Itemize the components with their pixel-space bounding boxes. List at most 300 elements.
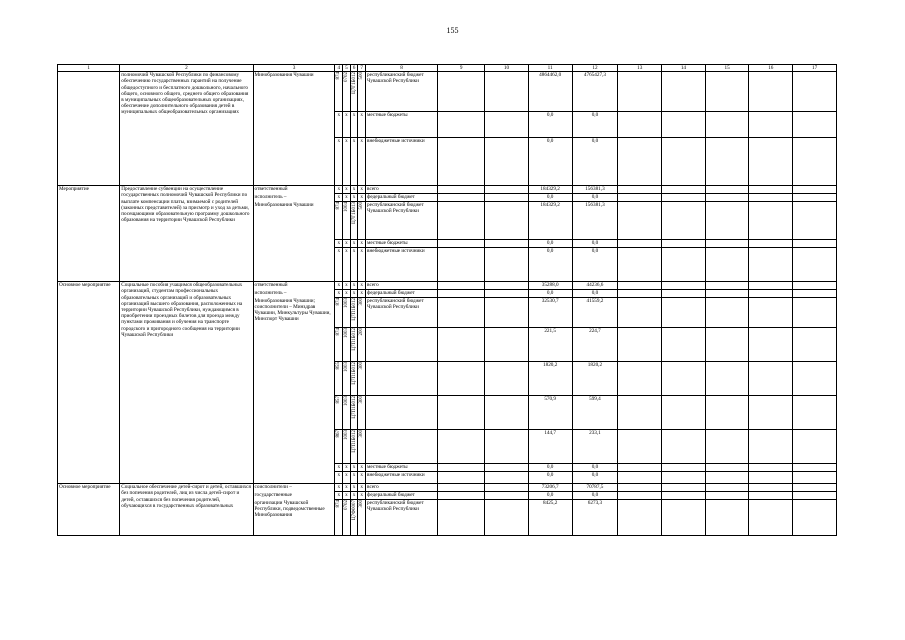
column-number-row: [58, 65, 837, 72]
empty-cell: [618, 464, 662, 472]
column-number: 10: [485, 65, 529, 72]
executor-cell: государственные: [253, 492, 335, 500]
budget-code-text: 874: [336, 202, 342, 210]
empty-cell: [438, 194, 485, 202]
empty-cell: [485, 194, 529, 202]
empty-cell: [705, 492, 749, 500]
budget-code-cell: x: [358, 138, 366, 186]
empty-cell: [485, 430, 529, 464]
event-type-cell: Основное мероприятие: [58, 282, 120, 484]
empty-cell: [618, 396, 662, 430]
empty-cell: [793, 138, 837, 186]
budget-code-cell: [358, 362, 366, 396]
funding-source-cell: внебюджетные источники: [366, 472, 438, 484]
executor-cell: Минобразования Чувашии: [253, 72, 335, 112]
budget-code-cell: x: [335, 282, 343, 290]
budget-code-cell: [350, 396, 358, 430]
empty-cell: [662, 472, 706, 484]
empty-cell: [662, 500, 706, 536]
empty-cell: [618, 248, 662, 282]
empty-cell: [793, 362, 837, 396]
empty-cell: [662, 430, 706, 464]
value-cell: 570,9: [528, 396, 572, 430]
empty-cell: [705, 72, 749, 112]
empty-cell: [438, 396, 485, 430]
empty-cell: [705, 290, 749, 298]
empty-cell: [705, 112, 749, 138]
empty-cell: [662, 464, 706, 472]
empty-cell: [749, 472, 793, 484]
budget-code-text: Ц7Г1Б012: [351, 72, 357, 95]
empty-cell: [749, 492, 793, 500]
empty-cell: [662, 396, 706, 430]
budget-code-cell: [343, 500, 351, 536]
funding-source-cell: местные бюджеты: [366, 240, 438, 248]
empty-cell: [438, 492, 485, 500]
event-name-cell: Социальное обеспечение детей-сирот и детей, оставшихся без попечения родителей, лиц из числа детей-сирот и детей, оставшихся без попечения родителей, обучающихся в государственных образовательных: [120, 484, 253, 536]
budget-code-text: 0702: [344, 72, 350, 83]
value-cell: 0,0: [572, 464, 618, 472]
empty-cell: [618, 492, 662, 500]
empty-cell: [438, 298, 485, 328]
empty-cell: [485, 472, 529, 484]
value-cell: 0,0: [572, 472, 618, 484]
value-cell: 599,4: [572, 396, 618, 430]
value-cell: 73206,7: [528, 484, 572, 492]
empty-cell: [485, 112, 529, 138]
budget-code-text: 874: [336, 328, 342, 336]
table-row: [58, 484, 837, 492]
budget-code-cell: [343, 430, 351, 464]
funding-source-cell: всего: [366, 484, 438, 492]
budget-code-cell: x: [343, 282, 351, 290]
empty-cell: [662, 484, 706, 492]
budget-code-cell: x: [350, 248, 358, 282]
empty-cell: [485, 396, 529, 430]
table-row: [58, 186, 837, 194]
budget-code-cell: [335, 202, 343, 240]
budget-code-cell: [350, 362, 358, 396]
empty-cell: [485, 248, 529, 282]
empty-cell: [749, 138, 793, 186]
budget-code-cell: [350, 328, 358, 362]
empty-cell: [618, 472, 662, 484]
budget-code-text: 1003: [344, 430, 350, 441]
budget-code-cell: x: [350, 282, 358, 290]
funding-source-cell: всего: [366, 186, 438, 194]
empty-cell: [749, 328, 793, 362]
value-cell: 224,7: [572, 328, 618, 362]
budget-code-cell: x: [350, 290, 358, 298]
budget-code-cell: x: [335, 112, 343, 138]
empty-cell: [618, 430, 662, 464]
budget-code-cell: x: [358, 472, 366, 484]
executor-cell: [253, 430, 335, 464]
empty-cell: [749, 240, 793, 248]
executor-cell: исполнитель –: [253, 290, 335, 298]
empty-cell: [793, 492, 837, 500]
empty-cell: [618, 202, 662, 240]
column-number: 7: [358, 65, 366, 72]
empty-cell: [438, 248, 485, 282]
empty-cell: [438, 430, 485, 464]
column-number: 13: [618, 65, 662, 72]
column-number: 12: [572, 65, 618, 72]
budget-code-cell: [335, 500, 343, 536]
value-cell: 0,0: [528, 290, 572, 298]
budget-code-cell: [335, 72, 343, 112]
empty-cell: [618, 112, 662, 138]
executor-cell: исполнитель –: [253, 194, 335, 202]
funding-source-cell: республиканский бюджет Чувашской Республики: [366, 72, 438, 112]
funding-source-cell: республиканский бюджет Чувашской Республики: [366, 298, 438, 328]
value-cell: 233,1: [572, 430, 618, 464]
empty-cell: [662, 492, 706, 500]
executor-cell: [253, 464, 335, 472]
executor-cell: Минобразования Чувашии: [253, 202, 335, 240]
budget-code-cell: x: [358, 290, 366, 298]
empty-cell: [618, 290, 662, 298]
empty-cell: [485, 362, 529, 396]
budget-code-text: 855: [336, 362, 342, 370]
empty-cell: [618, 72, 662, 112]
value-cell: 0,0: [572, 138, 618, 186]
empty-cell: [793, 464, 837, 472]
budget-code-text: 867: [336, 430, 342, 438]
budget-code-cell: [343, 396, 351, 430]
budget-code-cell: [358, 202, 366, 240]
empty-cell: [618, 138, 662, 186]
empty-cell: [618, 484, 662, 492]
empty-cell: [662, 290, 706, 298]
empty-cell: [705, 484, 749, 492]
empty-cell: [485, 72, 529, 112]
empty-cell: [749, 430, 793, 464]
empty-cell: [749, 202, 793, 240]
empty-cell: [749, 298, 793, 328]
executor-cell: Минобразования Чувашии; соисполнители – Минздрав Чувашии, Минкультуры Чувашии, Минспорт Чувашии: [253, 298, 335, 328]
empty-cell: [793, 396, 837, 430]
event-name-cell: Социальные пособия учащимся общеобразовательных организаций, студентам профессиональных образовательных организаций и образовательных организаций высшего образования, расположенных на территории Чувашской Республики, нуждающимся в приобретении проездных билетов для проезда между пунктами проживания и обучения на транспорте городского и пригородного сообщения на территории Чувашской Республики: [120, 282, 253, 484]
budget-code-text: 300: [359, 396, 365, 404]
executor-cell: [253, 328, 335, 362]
value-cell: 0,0: [528, 138, 572, 186]
empty-cell: [438, 112, 485, 138]
funding-source-cell: всего: [366, 282, 438, 290]
empty-cell: [662, 328, 706, 362]
budget-code-text: Ц7Г1Б013: [351, 202, 357, 225]
value-cell: 144,7: [528, 430, 572, 464]
budget-code-text: 500: [359, 202, 365, 210]
budget-code-cell: x: [343, 464, 351, 472]
value-cell: 156381,3: [572, 202, 618, 240]
budget-code-text: 0702: [344, 500, 350, 511]
value-cell: 0,0: [528, 464, 572, 472]
budget-code-cell: x: [358, 464, 366, 472]
empty-cell: [618, 186, 662, 194]
empty-cell: [705, 248, 749, 282]
budget-code-cell: [350, 202, 358, 240]
budget-code-cell: [350, 430, 358, 464]
budget-code-text: Ц7П1Б012: [351, 298, 357, 321]
value-cell: 70787,5: [572, 484, 618, 492]
event-type-cell: [58, 72, 120, 186]
empty-cell: [485, 328, 529, 362]
value-cell: 35288,0: [528, 282, 572, 290]
event-name-cell: Предоставление субвенции на осуществление государственных полномочий Чувашской Республики по выплате компенсации платы, взимаемой с родителей (законных представителей) за присмотр и уход за детьми, посещающими образовательную программу дошкольного образования на территории Чувашской Республики: [120, 186, 253, 282]
empty-cell: [485, 202, 529, 240]
value-cell: 0,0: [528, 492, 572, 500]
empty-cell: [793, 290, 837, 298]
empty-cell: [705, 328, 749, 362]
empty-cell: [438, 138, 485, 186]
empty-cell: [749, 194, 793, 202]
executor-cell: [253, 138, 335, 186]
budget-code-cell: [358, 430, 366, 464]
empty-cell: [749, 500, 793, 536]
budget-code-cell: x: [343, 248, 351, 282]
empty-cell: [705, 202, 749, 240]
empty-cell: [438, 186, 485, 194]
empty-cell: [749, 72, 793, 112]
executor-cell: [253, 396, 335, 430]
empty-cell: [793, 240, 837, 248]
budget-code-text: 1004: [344, 202, 350, 213]
value-cell: 0,0: [528, 472, 572, 484]
budget-code-cell: x: [335, 492, 343, 500]
empty-cell: [705, 194, 749, 202]
budget-code-text: 857: [336, 396, 342, 404]
budget-code-cell: [358, 72, 366, 112]
empty-cell: [705, 298, 749, 328]
budget-code-text: 874: [336, 298, 342, 306]
empty-cell: [618, 282, 662, 290]
empty-cell: [438, 328, 485, 362]
empty-cell: [618, 194, 662, 202]
empty-cell: [662, 194, 706, 202]
empty-cell: [705, 396, 749, 430]
budget-code-cell: [343, 72, 351, 112]
empty-cell: [485, 464, 529, 472]
empty-cell: [662, 248, 706, 282]
empty-cell: [749, 112, 793, 138]
budget-code-cell: [343, 298, 351, 328]
budget-code-text: 200: [359, 328, 365, 336]
budget-code-cell: x: [343, 194, 351, 202]
funding-source-cell: [366, 396, 438, 430]
empty-cell: [793, 248, 837, 282]
event-name-cell: полномочий Чувашской Республики по финансовому обеспечению государственных гарантий на получение общедоступного и бесплатного дошкольного, начального общего, основного общего, среднего общего образования в муниципальных общеобразовательных организациях, обеспечение дополнительного образования детей в муниципальных общеобразовательных организациях: [120, 72, 253, 186]
table-row: [58, 72, 837, 112]
budget-code-cell: [335, 430, 343, 464]
empty-cell: [438, 500, 485, 536]
funding-source-cell: [366, 430, 438, 464]
empty-cell: [749, 464, 793, 472]
empty-cell: [793, 484, 837, 492]
empty-cell: [662, 362, 706, 396]
empty-cell: [749, 362, 793, 396]
budget-code-cell: [358, 328, 366, 362]
executor-cell: соисполнители –: [253, 484, 335, 492]
budget-code-cell: x: [358, 194, 366, 202]
empty-cell: [705, 138, 749, 186]
budget-code-cell: x: [350, 472, 358, 484]
budget-code-cell: x: [358, 282, 366, 290]
empty-cell: [793, 430, 837, 464]
empty-cell: [438, 484, 485, 492]
budget-code-cell: x: [343, 240, 351, 248]
empty-cell: [438, 72, 485, 112]
empty-cell: [485, 138, 529, 186]
empty-cell: [618, 240, 662, 248]
budget-code-text: 300: [359, 500, 365, 508]
column-number: 1: [58, 65, 120, 72]
budget-code-text: 874: [336, 72, 342, 80]
empty-cell: [662, 138, 706, 186]
empty-cell: [793, 72, 837, 112]
empty-cell: [618, 500, 662, 536]
value-cell: 184329,2: [528, 202, 572, 240]
budget-code-cell: [358, 298, 366, 328]
value-cell: 0,0: [572, 240, 618, 248]
budget-code-cell: x: [335, 248, 343, 282]
budget-code-cell: x: [335, 138, 343, 186]
budget-code-cell: x: [343, 492, 351, 500]
budget-code-text: 1003: [344, 362, 350, 373]
value-cell: 156381,3: [572, 186, 618, 194]
budget-code-cell: [350, 72, 358, 112]
executor-cell: [253, 112, 335, 138]
value-cell: 184329,2: [528, 186, 572, 194]
page-number: 155: [446, 26, 459, 35]
empty-cell: [485, 282, 529, 290]
budget-code-cell: x: [350, 492, 358, 500]
budget-code-cell: [350, 298, 358, 328]
budget-code-cell: x: [358, 484, 366, 492]
value-cell: 44236,6: [572, 282, 618, 290]
value-cell: 1820,2: [572, 362, 618, 396]
executor-cell: [253, 240, 335, 248]
empty-cell: [662, 282, 706, 290]
budget-code-cell: [335, 298, 343, 328]
executor-cell: ответственный: [253, 186, 335, 194]
budget-code-cell: x: [358, 248, 366, 282]
empty-cell: [662, 240, 706, 248]
column-number: 17: [793, 65, 837, 72]
empty-cell: [705, 464, 749, 472]
budget-code-text: 500: [359, 72, 365, 80]
empty-cell: [705, 472, 749, 484]
budget-code-cell: x: [350, 464, 358, 472]
empty-cell: [705, 500, 749, 536]
value-cell: 221,5: [528, 328, 572, 362]
value-cell: 0,0: [572, 112, 618, 138]
empty-cell: [618, 298, 662, 328]
value-cell: 6273,3: [572, 500, 618, 536]
budget-code-cell: x: [343, 484, 351, 492]
column-number: 14: [662, 65, 706, 72]
empty-cell: [438, 202, 485, 240]
empty-cell: [485, 240, 529, 248]
budget-code-cell: x: [350, 484, 358, 492]
budget-code-cell: x: [335, 484, 343, 492]
empty-cell: [749, 290, 793, 298]
empty-cell: [662, 202, 706, 240]
value-cell: 0,0: [572, 248, 618, 282]
table-row: [58, 282, 837, 290]
executor-cell: ответственный: [253, 282, 335, 290]
funding-source-cell: федеральный бюджет: [366, 290, 438, 298]
empty-cell: [485, 484, 529, 492]
empty-cell: [793, 194, 837, 202]
budget-code-text: Ц7П1Б012: [351, 430, 357, 453]
funding-source-cell: федеральный бюджет: [366, 194, 438, 202]
event-type-cell: Основное мероприятие: [58, 484, 120, 536]
empty-cell: [705, 186, 749, 194]
value-cell: 0,0: [572, 492, 618, 500]
budget-code-cell: x: [343, 472, 351, 484]
budget-code-text: Ц7Ф0007: [351, 500, 357, 521]
value-cell: 0,0: [572, 194, 618, 202]
column-number: 15: [705, 65, 749, 72]
value-cell: 4765427,3: [572, 72, 618, 112]
budget-code-cell: x: [343, 186, 351, 194]
funding-source-cell: республиканский бюджет Чувашской Республики: [366, 202, 438, 240]
empty-cell: [749, 282, 793, 290]
empty-cell: [438, 362, 485, 396]
budget-code-cell: x: [350, 194, 358, 202]
budget-code-text: 1003: [344, 328, 350, 339]
empty-cell: [749, 396, 793, 430]
column-number: 5: [343, 65, 351, 72]
budget-code-cell: [335, 328, 343, 362]
budget-code-text: 1003: [344, 396, 350, 407]
budget-code-cell: x: [335, 464, 343, 472]
empty-cell: [749, 484, 793, 492]
budget-code-cell: x: [335, 290, 343, 298]
budget-code-text: 300: [359, 362, 365, 370]
value-cell: 1820,2: [528, 362, 572, 396]
table-body: [58, 65, 837, 536]
value-cell: 32530,7: [528, 298, 572, 328]
executor-cell: организации Чувашской Республики, подведомственные Минобразования: [253, 500, 335, 536]
empty-cell: [793, 282, 837, 290]
budget-code-cell: x: [358, 112, 366, 138]
value-cell: 0,0: [572, 290, 618, 298]
budget-code-cell: [335, 362, 343, 396]
empty-cell: [485, 290, 529, 298]
column-number: 9: [438, 65, 485, 72]
budget-code-cell: x: [350, 138, 358, 186]
value-cell: 8425,2: [528, 500, 572, 536]
empty-cell: [438, 290, 485, 298]
value-cell: 0,0: [528, 240, 572, 248]
budget-code-cell: x: [343, 290, 351, 298]
budget-code-cell: x: [350, 186, 358, 194]
budget-code-text: 874: [336, 500, 342, 508]
budget-code-cell: [358, 500, 366, 536]
funding-source-cell: местные бюджеты: [366, 112, 438, 138]
budget-code-cell: [335, 396, 343, 430]
event-type-cell: Мероприятие: [58, 186, 120, 282]
budget-code-text: Ц7П1Б012: [351, 328, 357, 351]
column-number: 2: [120, 65, 253, 72]
funding-source-cell: местные бюджеты: [366, 464, 438, 472]
budget-code-text: Ц7П1Б012: [351, 396, 357, 419]
empty-cell: [438, 282, 485, 290]
budget-code-cell: x: [350, 112, 358, 138]
program-table: [57, 64, 837, 536]
